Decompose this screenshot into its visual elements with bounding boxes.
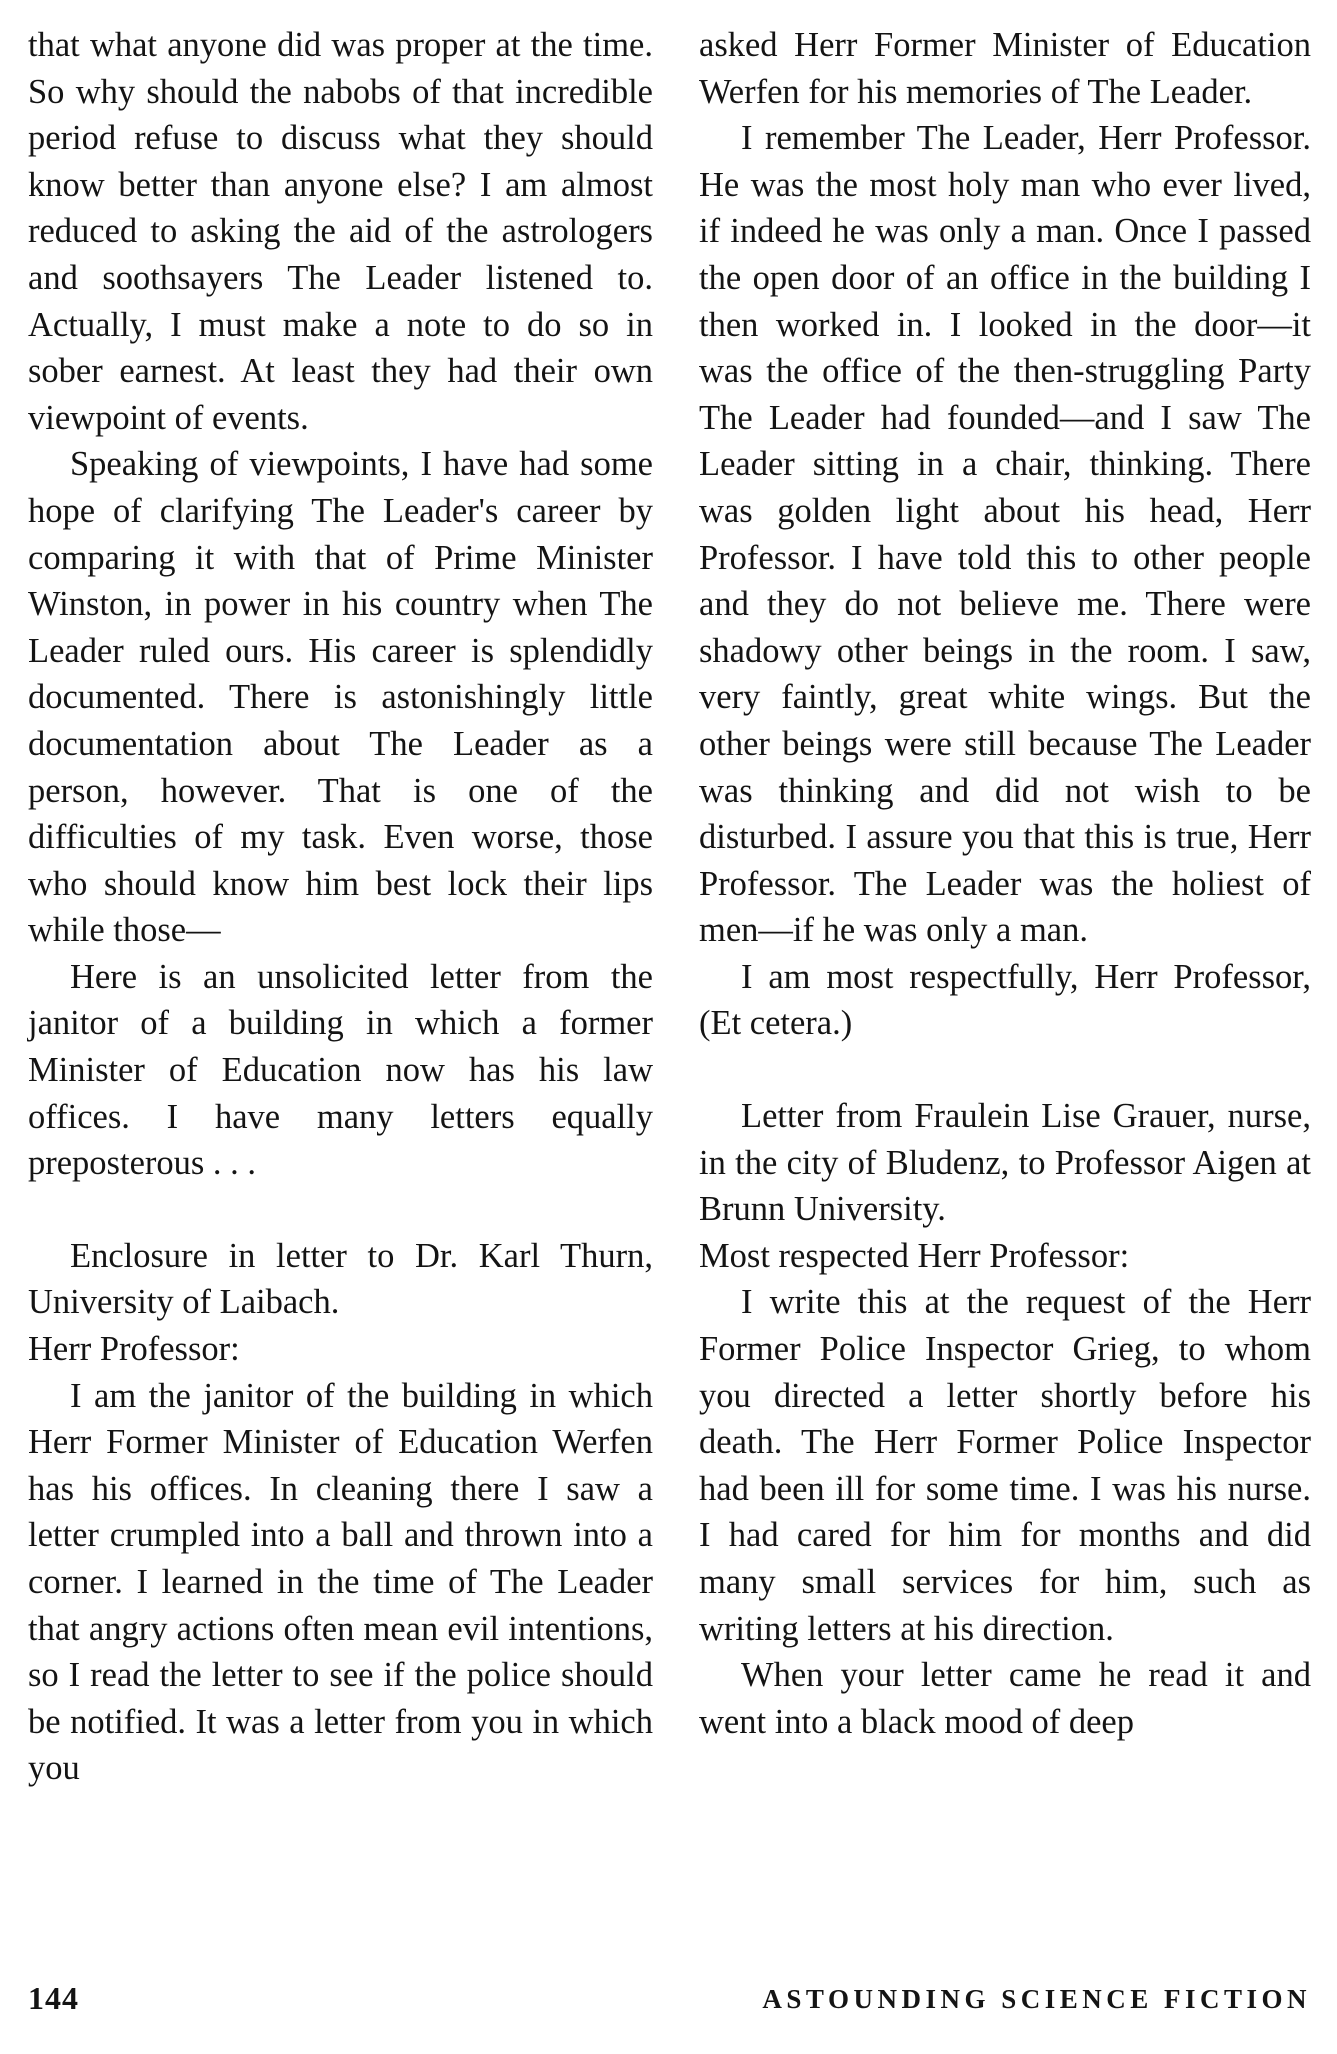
right-text-column	[699, 22, 1311, 1745]
letter-salutation: Herr Professor:	[28, 1330, 240, 1369]
paragraph-black-mood: When your letter came he read it and went into a black mood of deep	[699, 1656, 1311, 1741]
letter-heading-grauer: Letter from Fraulein Lise Grauer, nurse, in the city of Bludenz, to Professor Aigen at Brunn University.	[699, 1097, 1311, 1229]
paragraph-holy-man: I remember The Leader, Herr Professor. He was the most holy man who ever lived, if indeed he was only a man. Once I passed the open door of an office in the building I then worked in. I looked in the door—it was the office of the then-struggling Party The Leader had founded—and I saw The Leader sitting in a chair, thinking. There was golden light about his head, Herr Professor. I have told this to other people and they do not believe me. There were shadowy other beings in the room. I saw, very faintly, great white wings. But the other beings were still because The Leader was thinking and did not wish to be disturbed. I assure you that this is true, Herr Professor. The Leader was the holiest of men—if he was only a man.	[699, 119, 1311, 950]
letter-closing: I am most respectfully, Herr Professor, (Et cetera.)	[699, 957, 1311, 1043]
letter-heading-enclosure: Enclosure in letter to Dr. Karl Thurn, University of Laibach.	[28, 1236, 653, 1322]
paragraph-continuation: that what anyone did was proper at the time. So why should the nabobs of that incredible period refuse to discuss what they should know better than anyone else? I am almost reduced to asking the aid of the astrologers and soothsayers The Leader listened to. Actually, I must make a note to do so in sober earnest. At least they had their own viewpoint of events.	[28, 26, 653, 437]
paragraph-nurse-letter: I write this at the request of the Herr Former Police Inspector Grieg, to whom you directed a letter shortly before his death. The Herr Former Police Inspector had been ill for some time. I was his nurse. I had cared for him for months and did many small services for him, such as writing letters at his direction.	[699, 1283, 1311, 1648]
paragraph-continuation-right: asked Herr Former Minister of Education Werfen for his memories of The Leader.	[699, 26, 1311, 111]
letter-salutation-grauer: Most respected Herr Professor:	[699, 1236, 1130, 1275]
magazine-running-head: ASTOUNDING SCIENCE FICTION	[762, 1984, 1311, 2014]
paragraph-unsolicited-letter: Here is an unsolicited letter from the janitor of a building in which a former Minister of Education now has his law offices. I have many letters equally preposterous . . .	[28, 957, 653, 1183]
left-text-column	[28, 22, 653, 1792]
paragraph-viewpoints: Speaking of viewpoints, I have had some hope of clarifying The Leader's career by comparing it with that of Prime Minister Winston, in power in his country when The Leader ruled ours. His career is splendidly documented. There is astonishingly little documentation about The Leader as a person, however. That is one of the difficulties of my task. Even worse, those who should know him best lock their lips while those—	[28, 445, 653, 950]
page-number: 144	[28, 1980, 79, 2016]
paragraph-janitor-letter: I am the janitor of the building in which Herr Former Minister of Education Werfen has his offices. In cleaning there I saw a letter crumpled into a ball and thrown into a corner. I learned in the time of The Leader that angry actions often mean evil intentions, so I read the letter to see if the police should be notified. It was a letter from you in which you	[28, 1376, 653, 1788]
